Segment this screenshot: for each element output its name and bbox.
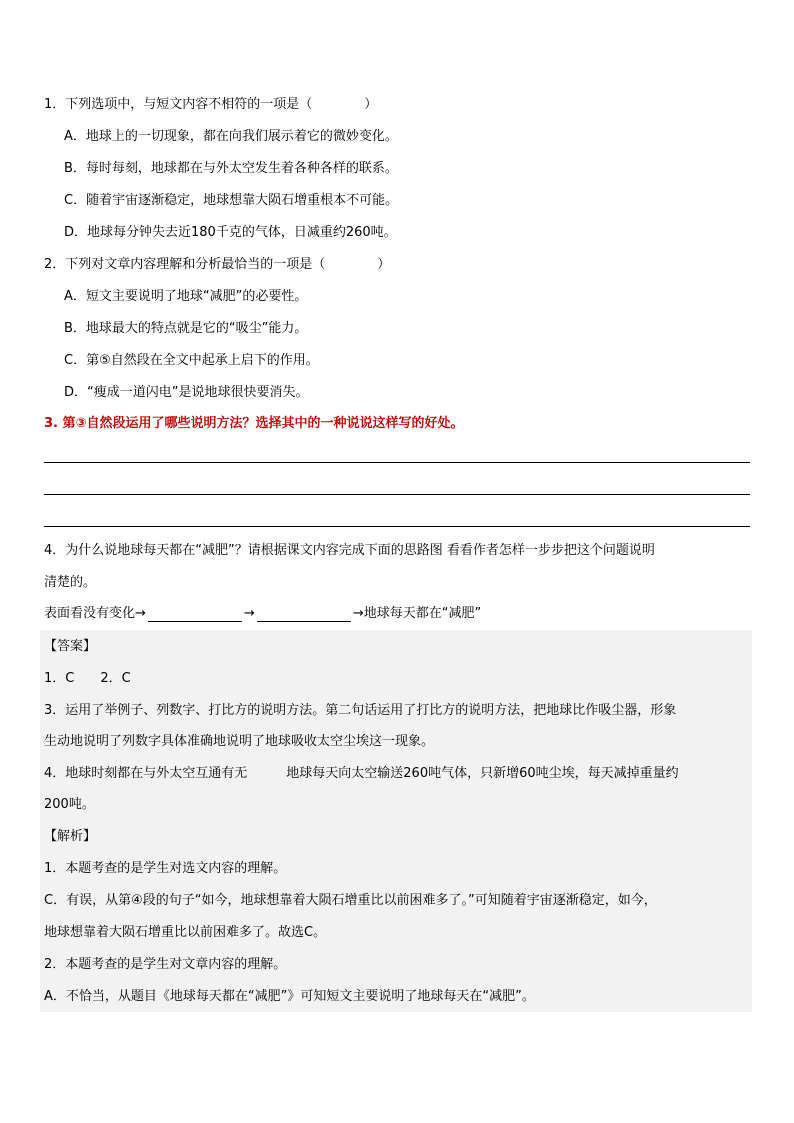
flow-end-text: 地球每天都在“减肥” bbox=[363, 606, 482, 621]
answer-line-3 bbox=[44, 526, 750, 527]
analysis-line: C．有误，从第④段的句子“如今，地球想靠着大陨石增重比以前困难多了。”可知随着宇宙逐渐稳定，如今， bbox=[44, 893, 657, 908]
flow-blank-2 bbox=[257, 608, 351, 622]
q4-stem-line-2: 清楚的。 bbox=[44, 575, 97, 590]
q3-stem: 3. 第③自然段运用了哪些说明方法？选择其中的一种说说这样写的好处。 bbox=[44, 416, 464, 431]
analysis-line: A．不恰当，从题目《地球每天都在“减肥”》可知短文主要说明了地球每天在“减肥”。 bbox=[44, 989, 535, 1004]
answer-line: 生动地说明了列数字具体准确地说明了地球吸收太空尘埃这一现象。 bbox=[44, 734, 435, 749]
answer-line-1 bbox=[44, 462, 750, 463]
answer-line: 200吨。 bbox=[44, 797, 95, 812]
q2-option-d: D．“瘦成一道闪电”是说地球很快要消失。 bbox=[64, 385, 309, 400]
analysis-header: 【解析】 bbox=[44, 829, 97, 844]
q1-option-b: B．每时每刻，地球都在与外太空发生着各种各样的联系。 bbox=[64, 161, 398, 176]
answer-line-2 bbox=[44, 494, 750, 495]
q2-option-c: C．第⑤自然段在全文中起承上启下的作用。 bbox=[64, 353, 319, 368]
analysis-line: 1．本题考查的是学生对选文内容的理解。 bbox=[44, 861, 287, 876]
analysis-line: 2．本题考查的是学生对文章内容的理解。 bbox=[44, 957, 287, 972]
q2-option-a: A．短文主要说明了地球“减肥”的必要性。 bbox=[64, 289, 308, 304]
flow-arrow-icon: → bbox=[352, 606, 364, 621]
q4-stem-line-1: 4．为什么说地球每天都在“减肥”？请根据课文内容完成下面的思路图 看看作者怎样一步步把这个问题说明 bbox=[44, 543, 655, 558]
q2-stem: 2．下列对文章内容理解和分析最恰当的一项是（ ） bbox=[44, 257, 391, 272]
flow-blank-1 bbox=[148, 608, 242, 622]
answer-line: 1．C 2．C bbox=[44, 671, 131, 686]
q1-option-c: C．随着宇宙逐渐稳定，地球想靠大陨石增重根本不可能。 bbox=[64, 193, 399, 208]
q4-flow-diagram bbox=[44, 606, 481, 622]
q1-option-d: D．地球每分钟失去近180千克的气体，日减重约260吨。 bbox=[64, 225, 397, 240]
answer-analysis-shading bbox=[40, 630, 752, 1012]
q2-option-b: B．地球最大的特点就是它的“吸尘”能力。 bbox=[64, 321, 308, 336]
q1-option-a: A．地球上的一切现象，都在向我们展示着它的微妙变化。 bbox=[64, 129, 398, 144]
answer-header: 【答案】 bbox=[44, 639, 97, 654]
answer-line: 4．地球时刻都在与外太空互通有无 地球每天向太空输送260吨气体，只新增60吨尘埃，每天减掉重量约 bbox=[44, 766, 679, 781]
analysis-line: 地球想靠着大陨石增重比以前困难多了。故选C。 bbox=[44, 925, 327, 940]
flow-start-text: 表面看没有变化 bbox=[44, 606, 136, 621]
q1-stem: 1．下列选项中，与短文内容不相符的一项是（ ） bbox=[44, 97, 378, 112]
answer-line: 3．运用了举例子、列数字、打比方的说明方法。第二句话运用了打比方的说明方法，把地球比作吸尘器，形象 bbox=[44, 703, 677, 718]
flow-arrow-icon: → bbox=[135, 606, 146, 621]
flow-arrow-icon: → bbox=[243, 606, 255, 621]
